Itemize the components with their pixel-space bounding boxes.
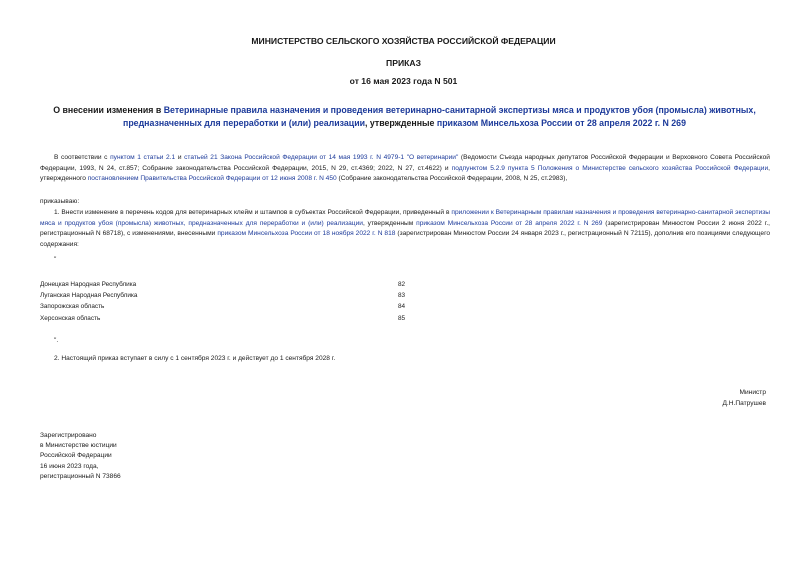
region-name: Херсонская область xyxy=(40,314,101,322)
preamble-text-4: , утвержденного xyxy=(40,164,770,183)
item1-text-3: (зарегистрирован Минюстом России 2 июня 2022 г., регистрационный N 68718), с изменениями, внесенными xyxy=(40,219,770,238)
item-1-paragraph xyxy=(40,208,770,250)
link-order-818[interactable]: приказом Минсельхоза России от 18 ноября 2022 г. N 818 xyxy=(217,230,396,238)
item1-text-1: 1. Внести изменение в перечень кодов для ветеринарных клейм и штампов в субъектах Российской Федерации, приведенный в xyxy=(54,209,452,216)
link-law-article-21[interactable]: статьей 21 Закона Российской Федерации от 14 мая 1993 г. N 4979-1 "О ветеринарии" xyxy=(184,154,459,161)
registration-block xyxy=(40,431,121,482)
link-government-decree[interactable]: постановлением Правительства Российской Федерации от 12 июня 2008 г. N 450 xyxy=(87,175,337,183)
preamble-text-3: (Ведомости Съезда народных депутатов Российской Федерации и Верховного Совета Российской Федерации, 1993, N 24, ст.857; Собрание законодательства Российской Федерации, 2015, N 29, ст.4369; 2022, N 27, ст.4622) и xyxy=(40,154,770,172)
link-law-article-2-1[interactable]: пунктом 1 статьи 2.1 xyxy=(110,154,176,161)
table-row xyxy=(40,313,418,324)
region-code: 84 xyxy=(398,303,406,311)
region-name: Запорожская область xyxy=(40,303,105,311)
link-ministry-regulation[interactable]: подпунктом 5.2.9 пункта 5 Положения о Министерстве сельского хозяйства Российской Федерации xyxy=(451,164,769,172)
signatory-position: Министр xyxy=(739,389,766,396)
item1-text-2: , утвержденным xyxy=(362,219,417,227)
table-row xyxy=(40,290,418,301)
quote-close: ". xyxy=(54,337,59,344)
preamble-text-5: (Собрание законодательства Российской Федерации, 2008, N 25, ст.2983), xyxy=(336,175,568,183)
registration-line: Российской Федерации xyxy=(40,452,112,460)
ministry-heading: МИНИСТЕРСТВО СЕЛЬСКОГО ХОЗЯЙСТВА РОССИЙСКОЙ ФЕДЕРАЦИИ xyxy=(251,36,556,46)
preamble-text-2: и xyxy=(175,154,185,161)
registration-date: 16 июня 2023 года, xyxy=(40,462,99,470)
title-middle: , утвержденные xyxy=(365,117,437,128)
title-link-order[interactable]: приказом Минсельхоза России от 28 апреля 2022 г. N 269 xyxy=(436,117,686,128)
quote-open: " xyxy=(54,256,57,263)
item-2-paragraph: 2. Настоящий приказ вступает в силу с 1 сентября 2023 г. и действует до 1 сентября 2028 г. xyxy=(54,355,336,362)
signature-block xyxy=(722,388,766,409)
document-date-number: от 16 мая 2023 года N 501 xyxy=(349,76,458,86)
item1-text-4: (зарегистрирован Минюстом России 24 января 2023 г., регистрационный N 72115), дополнив его позициями следующего содержания: xyxy=(40,230,771,248)
registration-line: Зарегистрировано xyxy=(40,432,97,439)
table-row xyxy=(40,301,418,312)
document-title xyxy=(52,104,757,129)
region-name: Донецкая Народная Республика xyxy=(40,281,137,289)
registration-number: регистрационный N 73866 xyxy=(40,472,121,480)
region-code: 85 xyxy=(398,314,406,322)
link-appendix[interactable]: приложении к Ветеринарным правилам назначения и проведения ветеринарно-санитарной экспертизы мяса и продуктов убоя (промысла) животных, предназначенных для переработки и (или) реализации xyxy=(40,209,770,227)
preamble-paragraph xyxy=(40,153,770,185)
title-prefix: О внесении изменения в xyxy=(53,105,164,115)
order-word: приказываю: xyxy=(40,198,80,205)
document-type: ПРИКАЗ xyxy=(386,58,421,68)
region-code: 83 xyxy=(398,292,406,300)
title-link-rules[interactable]: Ветеринарные правила назначения и проведения ветеринарно-санитарной экспертизы мяса и продуктов убоя (промысла) животных, предназначенных для переработки и (или) реализации xyxy=(123,105,756,128)
registration-line: в Министерстве юстиции xyxy=(40,442,117,450)
preamble-text-1: В соответствии с xyxy=(54,154,111,161)
link-order-269[interactable]: приказом Минсельхоза России от 28 апреля 2022 г. N 269 xyxy=(416,219,603,227)
table-row xyxy=(40,279,418,290)
region-code: 82 xyxy=(398,281,406,289)
region-name: Луганская Народная Республика xyxy=(40,292,138,300)
signatory-name: Д.Н.Патрушев xyxy=(722,399,766,407)
regions-table xyxy=(40,279,418,324)
